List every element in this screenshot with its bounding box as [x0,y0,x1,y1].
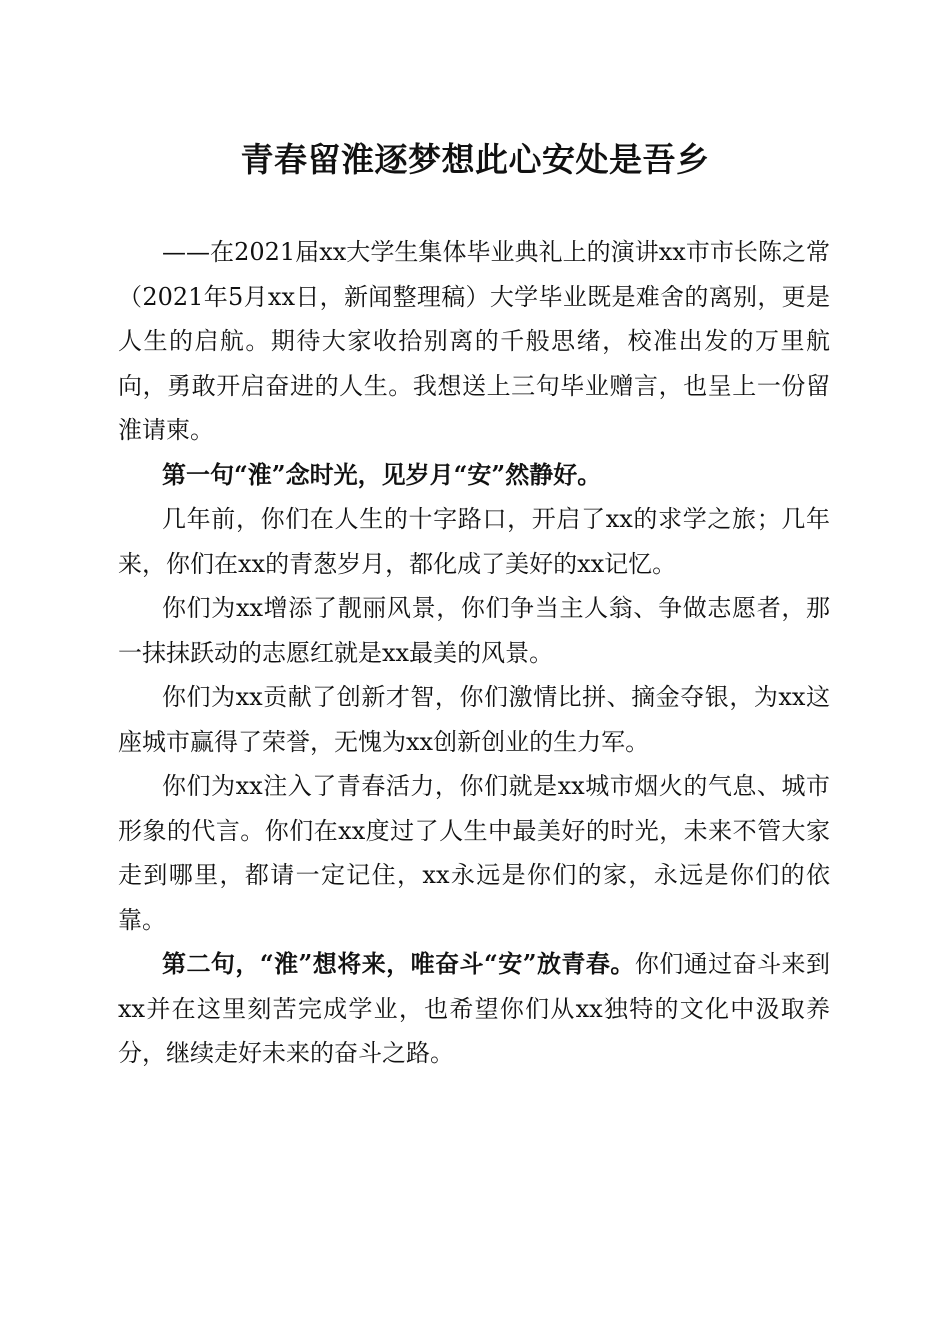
second-saying-heading: 第二句，“淮”想将来，唯奋斗“安”放青春。 [162,949,635,978]
body-paragraph: 你们为xx注入了青春活力，你们就是xx城市烟火的气息、城市形象的代言。你们在xx度过了人生中最美好的时光，未来不管大家走到哪里，都请一定记住，xx永远是你们的家，永远是你们的依靠。 [118,772,830,934]
second-saying-text: 你们通过奋斗来到xx并在这里刻苦完成学业，也希望你们从xx独特的文化中汲取养分，继续走好未来的奋斗之路。 [118,950,831,1067]
document-body [118,230,830,1076]
body-paragraph: 你们为xx增添了靓丽风景，你们争当主人翁、争做志愿者，那一抹抹跃动的志愿红就是xx最美的风景。 [118,594,830,667]
first-saying-heading: 第一句“淮”念时光，见岁月“安”然静好。 [162,459,602,489]
second-saying-paragraph [118,942,830,1076]
intro-paragraph: ——在2021届xx大学生集体毕业典礼上的演讲xx市市长陈之常（2021年5月xx日，新闻整理稿）大学毕业既是难舍的离别，更是人生的启航。期待大家收拾别离的千般思绪，校准出发的万里航向，勇敢开启奋进的人生。我想送上三句毕业赠言，也呈上一份留淮请柬。 [118,238,830,444]
body-paragraph: 你们为xx贡献了创新才智，你们激情比拼、摘金夺银，为xx这座城市赢得了荣誉，无愧为xx创新创业的生力军。 [118,683,830,756]
body-paragraph: 几年前，你们在人生的十字路口，开启了xx的求学之旅；几年来，你们在xx的青葱岁月，都化成了美好的xx记忆。 [118,505,830,578]
document-title: 青春留淮逐梦想此心安处是吾乡 [240,140,710,179]
